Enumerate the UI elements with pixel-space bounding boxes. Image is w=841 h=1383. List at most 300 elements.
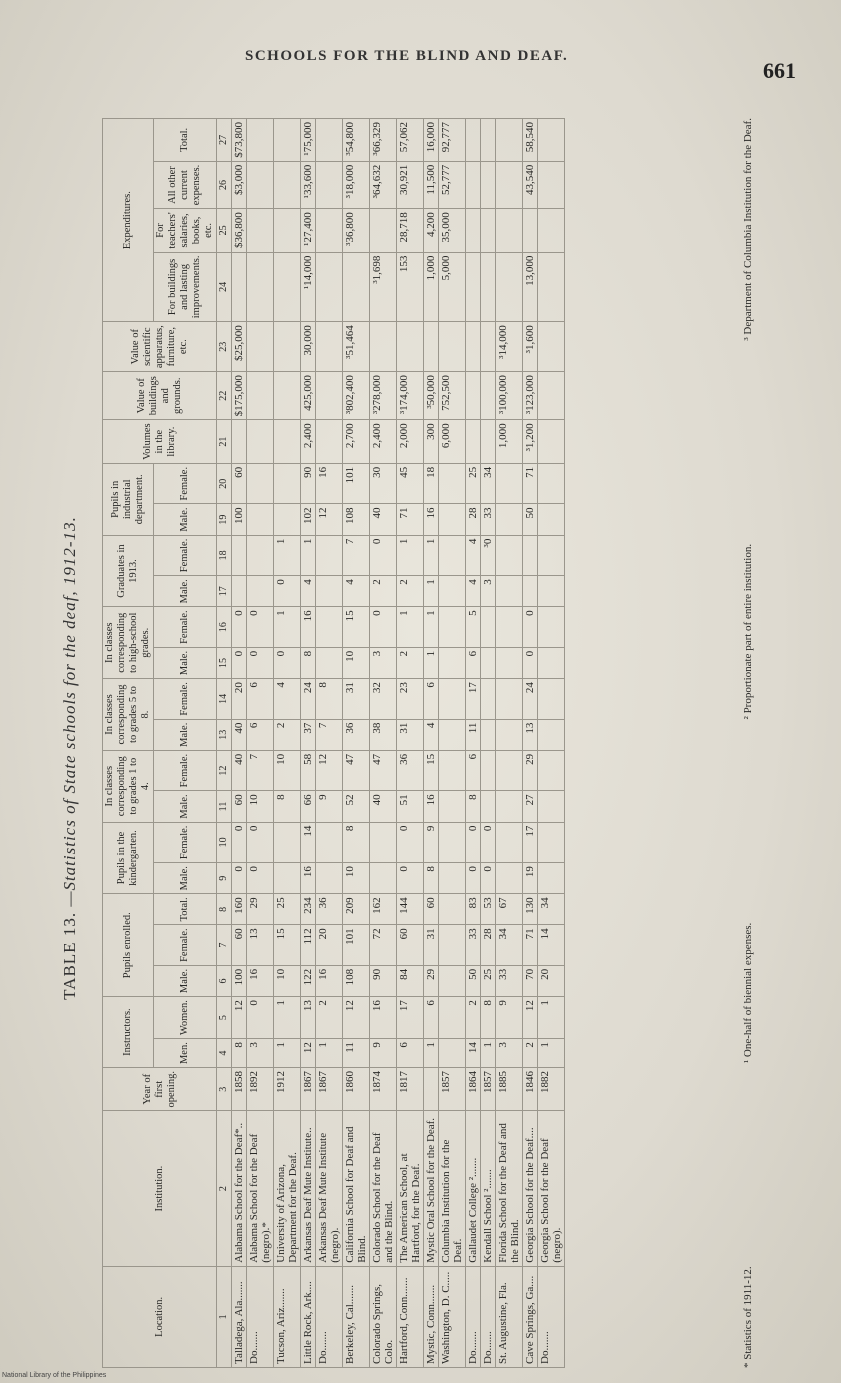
column-number: 15 bbox=[217, 647, 232, 678]
value-cell: 6 bbox=[397, 1039, 424, 1068]
value-cell: 40 bbox=[370, 504, 397, 535]
value-cell: 100 bbox=[232, 965, 247, 996]
value-cell: 7 bbox=[316, 719, 343, 750]
value-cell: 12 bbox=[301, 1039, 316, 1068]
value-cell: 1 bbox=[274, 607, 301, 648]
value-cell bbox=[538, 576, 565, 607]
value-cell bbox=[538, 420, 565, 464]
value-cell: $73,800 bbox=[232, 119, 247, 162]
institution-cell: Florida School for the Deaf and the Blind. bbox=[496, 1111, 523, 1266]
footnote-two: ² Proportionate part of entire institution. bbox=[742, 543, 754, 720]
value-cell: 25 bbox=[466, 463, 481, 504]
value-cell bbox=[274, 863, 301, 894]
column-number: 25 bbox=[217, 209, 232, 252]
value-cell bbox=[232, 420, 247, 464]
value-cell: 29 bbox=[523, 750, 538, 791]
library-footer: National Library of the Philippines bbox=[2, 1372, 107, 1379]
value-cell: 112 bbox=[301, 925, 316, 966]
value-cell: 15 bbox=[343, 607, 370, 648]
value-cell bbox=[538, 372, 565, 420]
page-number: 661 bbox=[763, 58, 796, 83]
location-cell: Hartford, Conn....... bbox=[397, 1266, 424, 1367]
value-cell: $25,000 bbox=[232, 322, 247, 372]
value-cell: 4 bbox=[274, 679, 301, 720]
value-cell: 2 bbox=[466, 997, 481, 1039]
column-number: 23 bbox=[217, 322, 232, 372]
table-row bbox=[481, 119, 496, 1368]
value-cell: 0 bbox=[247, 863, 274, 894]
value-cell: 34 bbox=[538, 894, 565, 925]
value-cell bbox=[247, 322, 274, 372]
sub-male: Male. bbox=[154, 647, 217, 678]
value-cell: ³1,600 bbox=[523, 322, 538, 372]
year-cell: 1867 bbox=[316, 1068, 343, 1111]
value-cell bbox=[274, 822, 301, 863]
sub-female: Female. bbox=[154, 750, 217, 791]
location-cell: Little Rock, Ark.... bbox=[301, 1266, 316, 1367]
year-cell: 1846 bbox=[523, 1068, 538, 1111]
value-cell: ³802,400 bbox=[343, 372, 370, 420]
column-number: 27 bbox=[217, 119, 232, 162]
value-cell: 20 bbox=[232, 679, 247, 720]
value-cell: 130 bbox=[523, 894, 538, 925]
value-cell: 0 bbox=[247, 997, 274, 1039]
value-cell bbox=[274, 252, 301, 322]
value-cell: 30 bbox=[370, 463, 397, 504]
value-cell: 0 bbox=[274, 647, 301, 678]
value-cell: 13 bbox=[301, 997, 316, 1039]
value-cell: 8 bbox=[301, 647, 316, 678]
value-cell bbox=[439, 997, 466, 1039]
value-cell bbox=[439, 925, 466, 966]
value-cell: 0 bbox=[466, 863, 481, 894]
value-cell: 14 bbox=[466, 1039, 481, 1068]
running-header: SCHOOLS FOR THE BLIND AND DEAF. bbox=[245, 48, 569, 64]
value-cell: 8 bbox=[481, 997, 496, 1039]
table-row bbox=[274, 119, 301, 1368]
value-cell: 0 bbox=[247, 607, 274, 648]
value-cell bbox=[496, 607, 523, 648]
value-cell: 57,062 bbox=[397, 119, 424, 162]
value-cell: 16 bbox=[301, 607, 316, 648]
value-cell bbox=[316, 119, 343, 162]
value-cell: 4 bbox=[466, 576, 481, 607]
value-cell: 33 bbox=[466, 925, 481, 966]
institution-cell: Mystic Oral School for the Deaf. bbox=[424, 1111, 439, 1266]
value-cell: 53 bbox=[481, 894, 496, 925]
value-cell bbox=[481, 750, 496, 791]
table-row bbox=[466, 119, 481, 1368]
location-cell: Do....... bbox=[538, 1266, 565, 1367]
value-cell: 4 bbox=[343, 576, 370, 607]
value-cell bbox=[496, 679, 523, 720]
value-cell bbox=[466, 119, 481, 162]
value-cell: 2 bbox=[523, 1039, 538, 1068]
value-cell: ³50,000 bbox=[424, 372, 439, 420]
column-number: 13 bbox=[217, 719, 232, 750]
value-cell bbox=[496, 119, 523, 162]
value-cell bbox=[538, 607, 565, 648]
value-cell: 9 bbox=[316, 791, 343, 822]
value-cell bbox=[481, 161, 496, 209]
value-cell: 1 bbox=[274, 1039, 301, 1068]
value-cell: ³66,329 bbox=[370, 119, 397, 162]
footnote-one: ¹ One-half of biennial expenses. bbox=[742, 922, 754, 1064]
value-cell: 90 bbox=[301, 463, 316, 504]
column-number: 17 bbox=[217, 576, 232, 607]
year-cell: 1892 bbox=[247, 1068, 274, 1111]
column-number: 24 bbox=[217, 252, 232, 322]
value-cell: 0 bbox=[466, 822, 481, 863]
sub-female: Female. bbox=[154, 925, 217, 966]
value-cell: ³51,464 bbox=[343, 322, 370, 372]
value-cell bbox=[481, 647, 496, 678]
value-cell: 2,400 bbox=[301, 420, 316, 464]
value-cell: 37 bbox=[301, 719, 316, 750]
year-cell: 1882 bbox=[538, 1068, 565, 1111]
value-cell: 36 bbox=[343, 719, 370, 750]
value-cell: 3 bbox=[247, 1039, 274, 1068]
value-cell: 160 bbox=[232, 894, 247, 925]
table-caption bbox=[60, 208, 80, 1308]
value-cell: 1,000 bbox=[424, 252, 439, 322]
value-cell bbox=[538, 119, 565, 162]
value-cell: 0 bbox=[274, 576, 301, 607]
column-number: 10 bbox=[217, 822, 232, 863]
sub-female: Female. bbox=[154, 822, 217, 863]
value-cell: 34 bbox=[496, 925, 523, 966]
value-cell: 9 bbox=[424, 822, 439, 863]
value-cell: 100 bbox=[232, 504, 247, 535]
value-cell bbox=[481, 679, 496, 720]
value-cell: 51 bbox=[397, 791, 424, 822]
value-cell: 8 bbox=[232, 1039, 247, 1068]
value-cell: 71 bbox=[397, 504, 424, 535]
footnote-star: * Statistics of 1911-12. bbox=[742, 1266, 754, 1368]
sub-female: Female. bbox=[154, 463, 217, 504]
col-grades-1-4: In classes corresponding to grades 1 to 4. bbox=[103, 750, 154, 822]
value-cell bbox=[481, 372, 496, 420]
value-cell: 45 bbox=[397, 463, 424, 504]
column-number-row bbox=[217, 119, 232, 1368]
value-cell: 1 bbox=[538, 997, 565, 1039]
sub-male: Male. bbox=[154, 504, 217, 535]
location-cell: Colorado Springs, Colo. bbox=[370, 1266, 397, 1367]
location-cell: Do....... bbox=[466, 1266, 481, 1367]
column-number: 14 bbox=[217, 679, 232, 720]
institution-cell: University of Arizona, Department for the Deaf. bbox=[274, 1111, 301, 1266]
value-cell: 12 bbox=[523, 997, 538, 1039]
value-cell: 11 bbox=[343, 1039, 370, 1068]
value-cell: 9 bbox=[370, 1039, 397, 1068]
value-cell: ³18,000 bbox=[343, 161, 370, 209]
value-cell bbox=[439, 647, 466, 678]
value-cell bbox=[316, 161, 343, 209]
value-cell: 7 bbox=[343, 535, 370, 576]
value-cell: 153 bbox=[397, 252, 424, 322]
value-cell: 7 bbox=[247, 750, 274, 791]
value-cell bbox=[439, 822, 466, 863]
year-cell: 1858 bbox=[232, 1068, 247, 1111]
institution-cell: Georgia School for the Deaf.... bbox=[523, 1111, 538, 1266]
value-cell bbox=[538, 252, 565, 322]
value-cell: 13 bbox=[523, 719, 538, 750]
column-number: 6 bbox=[217, 965, 232, 996]
value-cell: 71 bbox=[523, 463, 538, 504]
value-cell: 50 bbox=[466, 965, 481, 996]
value-cell: 209 bbox=[343, 894, 370, 925]
value-cell: 0 bbox=[523, 607, 538, 648]
value-cell bbox=[370, 822, 397, 863]
value-cell: 14 bbox=[538, 925, 565, 966]
value-cell: 6 bbox=[424, 679, 439, 720]
value-cell bbox=[496, 209, 523, 252]
location-cell: Washington, D. C..... bbox=[439, 1266, 466, 1367]
value-cell bbox=[316, 209, 343, 252]
value-cell: 2,400 bbox=[370, 420, 397, 464]
column-number: 18 bbox=[217, 535, 232, 576]
value-cell: 0 bbox=[370, 607, 397, 648]
footnote-three: ³ Department of Columbia Institution for the Deaf. bbox=[742, 118, 754, 341]
column-number: 5 bbox=[217, 997, 232, 1039]
value-cell: ³278,000 bbox=[370, 372, 397, 420]
value-cell bbox=[439, 679, 466, 720]
year-cell: 1867 bbox=[301, 1068, 316, 1111]
value-cell: 122 bbox=[301, 965, 316, 996]
column-number: 1 bbox=[217, 1266, 232, 1367]
value-cell: 16 bbox=[316, 965, 343, 996]
value-cell bbox=[496, 252, 523, 322]
table-body bbox=[232, 119, 565, 1368]
value-cell: 13,000 bbox=[523, 252, 538, 322]
table-title: —Statistics of State schools for the deaf, 1912-13. bbox=[60, 516, 79, 907]
value-cell bbox=[274, 322, 301, 372]
table-row bbox=[370, 119, 397, 1368]
value-cell: 16 bbox=[316, 463, 343, 504]
value-cell: 47 bbox=[343, 750, 370, 791]
value-cell: 2,700 bbox=[343, 420, 370, 464]
value-cell bbox=[496, 791, 523, 822]
value-cell: 11 bbox=[466, 719, 481, 750]
value-cell bbox=[274, 504, 301, 535]
institution-cell: Arkansas Deaf Mute Institute (negro). bbox=[316, 1111, 343, 1266]
footnotes bbox=[742, 118, 754, 1368]
value-cell: ³1,698 bbox=[370, 252, 397, 322]
value-cell: 71 bbox=[523, 925, 538, 966]
value-cell: 12 bbox=[343, 997, 370, 1039]
value-cell: 67 bbox=[496, 894, 523, 925]
value-cell bbox=[439, 535, 466, 576]
value-cell bbox=[523, 209, 538, 252]
value-cell: 25 bbox=[274, 894, 301, 925]
value-cell: 234 bbox=[301, 894, 316, 925]
value-cell bbox=[538, 161, 565, 209]
value-cell: 40 bbox=[232, 719, 247, 750]
value-cell: 0 bbox=[481, 822, 496, 863]
value-cell bbox=[247, 372, 274, 420]
value-cell: 101 bbox=[343, 463, 370, 504]
value-cell: 24 bbox=[523, 679, 538, 720]
value-cell: 29 bbox=[424, 965, 439, 996]
value-cell: 5,000 bbox=[439, 252, 466, 322]
col-kindergarten: Pupils in the kindergarten. bbox=[103, 822, 154, 894]
column-number: 16 bbox=[217, 607, 232, 648]
value-cell: 72 bbox=[370, 925, 397, 966]
value-cell: 0 bbox=[232, 822, 247, 863]
value-cell: 3 bbox=[496, 1039, 523, 1068]
value-cell bbox=[274, 119, 301, 162]
column-number: 11 bbox=[217, 791, 232, 822]
value-cell: 32 bbox=[370, 679, 397, 720]
value-cell bbox=[496, 822, 523, 863]
value-cell bbox=[496, 504, 523, 535]
value-cell bbox=[370, 863, 397, 894]
value-cell: 27 bbox=[523, 791, 538, 822]
sub-male: Male. bbox=[154, 719, 217, 750]
value-cell bbox=[247, 420, 274, 464]
value-cell: 108 bbox=[343, 504, 370, 535]
value-cell: 60 bbox=[424, 894, 439, 925]
value-cell: 4 bbox=[301, 576, 316, 607]
value-cell: 0 bbox=[232, 647, 247, 678]
value-cell bbox=[439, 576, 466, 607]
value-cell: 6,000 bbox=[439, 420, 466, 464]
year-cell bbox=[424, 1068, 439, 1111]
value-cell bbox=[247, 463, 274, 504]
value-cell: 1 bbox=[316, 1039, 343, 1068]
value-cell: 34 bbox=[481, 463, 496, 504]
value-cell: 2 bbox=[370, 576, 397, 607]
value-cell: 1 bbox=[397, 535, 424, 576]
value-cell bbox=[481, 252, 496, 322]
location-cell: Cave Springs, Ga.... bbox=[523, 1266, 538, 1367]
value-cell bbox=[439, 719, 466, 750]
value-cell: 1 bbox=[274, 997, 301, 1039]
sub-women: Women. bbox=[154, 997, 217, 1039]
year-cell: 1817 bbox=[397, 1068, 424, 1111]
value-cell: 20 bbox=[538, 965, 565, 996]
value-cell: 58,540 bbox=[523, 119, 538, 162]
institution-cell: Alabama School for the Deaf*.. bbox=[232, 1111, 247, 1266]
value-cell bbox=[538, 535, 565, 576]
value-cell: 12 bbox=[316, 504, 343, 535]
value-cell: 92,777 bbox=[439, 119, 466, 162]
value-cell: 36 bbox=[397, 750, 424, 791]
value-cell: 20 bbox=[316, 925, 343, 966]
value-cell: 6 bbox=[247, 719, 274, 750]
year-cell: 1857 bbox=[439, 1068, 466, 1111]
column-number: 22 bbox=[217, 372, 232, 420]
value-cell bbox=[538, 863, 565, 894]
value-cell: ³123,000 bbox=[523, 372, 538, 420]
value-cell bbox=[496, 647, 523, 678]
column-number: 19 bbox=[217, 504, 232, 535]
table-row bbox=[343, 119, 370, 1368]
value-cell: 52 bbox=[343, 791, 370, 822]
table-row bbox=[232, 119, 247, 1368]
value-cell bbox=[316, 322, 343, 372]
value-cell: 15 bbox=[274, 925, 301, 966]
col-buildings-value: Value of buildings and grounds. bbox=[103, 372, 217, 420]
value-cell: 0 bbox=[232, 607, 247, 648]
value-cell bbox=[316, 822, 343, 863]
value-cell bbox=[439, 965, 466, 996]
value-cell: 38 bbox=[370, 719, 397, 750]
value-cell bbox=[538, 791, 565, 822]
value-cell: ¹14,000 bbox=[301, 252, 316, 322]
value-cell: 10 bbox=[343, 863, 370, 894]
table-label: TABLE 13. bbox=[60, 911, 79, 1000]
value-cell: 1 bbox=[424, 576, 439, 607]
col-institution: Institution. bbox=[103, 1111, 217, 1266]
col-volumes: Volumes in the library. bbox=[103, 420, 217, 464]
value-cell: 0 bbox=[523, 647, 538, 678]
value-cell bbox=[247, 535, 274, 576]
value-cell bbox=[316, 372, 343, 420]
sub-exp-teachers: For teachers' salaries, books, etc. bbox=[154, 209, 217, 252]
location-cell: Do....... bbox=[316, 1266, 343, 1367]
institution-cell: California School for Deaf and Blind. bbox=[343, 1111, 370, 1266]
table-row bbox=[247, 119, 274, 1368]
value-cell bbox=[439, 463, 466, 504]
institution-cell: Columbia Institution for the Deaf. bbox=[439, 1111, 466, 1266]
year-cell: 1857 bbox=[481, 1068, 496, 1111]
year-cell: 1864 bbox=[466, 1068, 481, 1111]
value-cell: 31 bbox=[343, 679, 370, 720]
value-cell bbox=[439, 322, 466, 372]
value-cell: 1 bbox=[274, 535, 301, 576]
value-cell bbox=[343, 252, 370, 322]
value-cell: 24 bbox=[301, 679, 316, 720]
value-cell bbox=[232, 576, 247, 607]
value-cell bbox=[316, 647, 343, 678]
value-cell bbox=[496, 863, 523, 894]
statistics-table bbox=[102, 118, 565, 1368]
sub-men: Men. bbox=[154, 1039, 217, 1068]
value-cell: 0 bbox=[232, 863, 247, 894]
value-cell: 1 bbox=[424, 535, 439, 576]
table-row bbox=[439, 119, 466, 1368]
value-cell bbox=[481, 119, 496, 162]
value-cell: 6 bbox=[424, 997, 439, 1039]
value-cell bbox=[370, 322, 397, 372]
value-cell bbox=[247, 504, 274, 535]
value-cell: 31 bbox=[424, 925, 439, 966]
value-cell: 16 bbox=[301, 863, 316, 894]
value-cell bbox=[316, 420, 343, 464]
col-apparatus-value: Value of scientific apparatus, furniture, etc. bbox=[103, 322, 217, 372]
value-cell bbox=[247, 161, 274, 209]
value-cell: 47 bbox=[370, 750, 397, 791]
column-number: 20 bbox=[217, 463, 232, 504]
table-row bbox=[538, 119, 565, 1368]
value-cell: 10 bbox=[343, 647, 370, 678]
value-cell bbox=[496, 535, 523, 576]
value-cell: 10 bbox=[274, 750, 301, 791]
value-cell: 16 bbox=[247, 965, 274, 996]
value-cell: 108 bbox=[343, 965, 370, 996]
value-cell bbox=[232, 252, 247, 322]
value-cell: 16 bbox=[424, 504, 439, 535]
value-cell bbox=[523, 576, 538, 607]
value-cell: 40 bbox=[370, 791, 397, 822]
value-cell bbox=[538, 463, 565, 504]
value-cell: 25 bbox=[481, 965, 496, 996]
value-cell bbox=[481, 420, 496, 464]
value-cell: ³14,000 bbox=[496, 322, 523, 372]
value-cell bbox=[481, 719, 496, 750]
sub-male: Male. bbox=[154, 576, 217, 607]
